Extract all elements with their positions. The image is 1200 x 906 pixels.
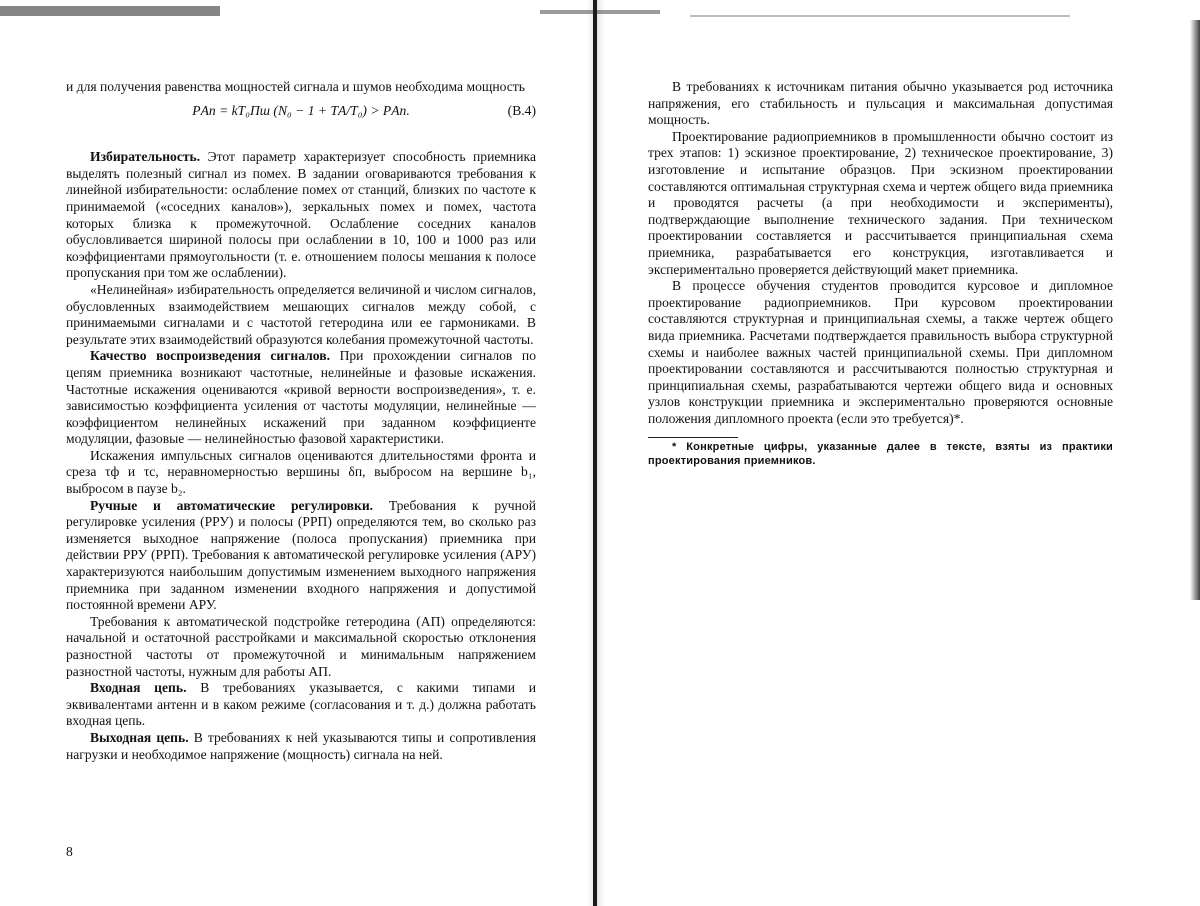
- formula-number: (В.4): [507, 102, 536, 118]
- paragraph-text: При прохождении сигналов по цепям приемника возникают частотные, нелинейные и фазовые искажения. Частотные искажения оцениваются «кривой верности воспроизведения», т. е. зависимостью коэффициента усиления от частоты модуляции, нелинейные — коэффициентом нелинейных искажений при заданном коэффициенте модуляции, фазовые — нелинейностью фазовой характеристики.: [66, 348, 536, 447]
- term-heading: Избирательность.: [90, 149, 201, 165]
- formula-expression: PАп = kT₀Πш (N₀ − 1 + TА/T₀) > PАп.: [192, 102, 410, 118]
- book-spine: [593, 0, 597, 906]
- footnote: * Конкретные цифры, указанные далее в тексте, взяты из практики проектирования приемников.: [648, 441, 1113, 468]
- paragraph-input-circuit: [66, 680, 536, 730]
- paragraph-text: Требования к ручной регулировке усиления (РРУ) и полосы (РРП) определяются тем, во сколько раз изменяется выходное напряжение (полоса пропускания) приемника при действии РРУ (РРП). Требования к автоматической регулировке усиления (АРУ) характеризуются наибольшим допустимым изменением выходного напряжения приемника при заданном изменении входного напряжения и допустимой постоянной времени АРУ.: [66, 497, 536, 613]
- paragraph-quality: [66, 348, 536, 448]
- paragraph-output-circuit: [66, 730, 536, 763]
- paragraph-controls: [66, 498, 536, 614]
- paragraph-text: В требованиях указывается, с какими типами и эквивалентами антенн и в каком режиме (согласования и т. д.) должна работать входная цепь.: [66, 680, 536, 729]
- term-heading: Выходная цепь.: [90, 729, 189, 745]
- paragraph-text: В требованиях к ней указываются типы и сопротивления нагрузки и необходимое напряжение (мощность) сигнала на ней.: [66, 729, 536, 762]
- paragraph-text: Этот параметр характеризует способность приемника выделять полезный сигнал из помех. В задании оговариваются требования к линейной избирательности: ослабление помех от станций, близких по частоте к принимаемой («соседних каналов»), зеркальных помех и помех, частота которых близка к промежуточной. Ослабление соседних каналов обусловливается шириной полосы при ослаблении в 10, 100 и 1000 раз или коэффициентами прямоугольности (т. е. отношением полосы мешания к полосе пропускания при том же ослаблении).: [66, 149, 536, 281]
- term-heading: Качество воспроизведения сигналов.: [90, 348, 330, 364]
- term-heading: Ручные и автоматические регулировки.: [90, 497, 374, 513]
- paragraph: В требованиях к источникам питания обычно указывается род источника напряжения, его стабильность и пульсация и максимальная допустимая мощность.: [648, 79, 1113, 128]
- paragraph: Искажения импульсных сигналов оцениваются длительностями фронта и среза τф и τс, неравномерностью вершины δп, выбросом на вершине b₁, выбросом в паузе b₂.: [66, 447, 536, 497]
- formula: [66, 103, 536, 120]
- paragraph: и для получения равенства мощностей сигнала и шумов необходима мощность: [66, 79, 525, 94]
- paragraph: Требования к автоматической подстройке гетеродина (АП) определяются: начальной и остаточной расстройками и максимальной скоростью отклонения разностной частоты от промежуточной и минимальным напряжением разностной частоты, нужным для работы АП.: [66, 613, 536, 679]
- paragraph: «Нелинейная» избирательность определяется величиной и числом сигналов, обусловленных взаимодействием мешающих сигналов между собой, с принимаемыми сигналами и с частотой гетеродина или ее гармониками. В результате этих взаимодействий образуются колебания промежуточной частоты.: [66, 281, 536, 347]
- term-heading: Входная цепь.: [90, 680, 187, 696]
- spacer: [66, 129, 536, 149]
- paragraph: В процессе обучения студентов проводится курсовое и дипломное проектирование радиоприемников. При курсовом проектировании составляются структурная и принципиальная схемы, а также чертеж общего вида приемника. Расчетами подтверждается правильность выбора структурной схемы и наиболее важных частей принципиальной схемы. При дипломном проектировании составляются и рассчитываются полностью структурная и принципиальная схемы, разрабатываются чертежи общего вида и основных узлов конструкции приемника и экспериментально проверяются основные положения дипломного проекта (если это требуется)*.: [648, 278, 1113, 426]
- paragraph-selectivity: [66, 149, 536, 282]
- footnote-divider: [648, 437, 738, 438]
- right-page-text: [648, 79, 1113, 469]
- paragraph: Проектирование радиоприемников в промышленности обычно состоит из трех этапов: 1) эскизное проектирование, 2) техническое проектирование, 3) изготовление и испытание образцов. При эскизном проектировании составляются оптимальная структурная схема и чертеж общего вида приемника и проводятся расчеты (а при необходимости и эксперименты), подтверждающие выполнение технического задания. При техническом проектировании составляется и рассчитывается принципиальная схема приемника, разрабатывается его конструкция, изготавливается и экспериментально проверяется действующий макет приемника.: [648, 128, 1113, 277]
- page-number: 8: [66, 844, 73, 859]
- left-page-text: [66, 79, 536, 763]
